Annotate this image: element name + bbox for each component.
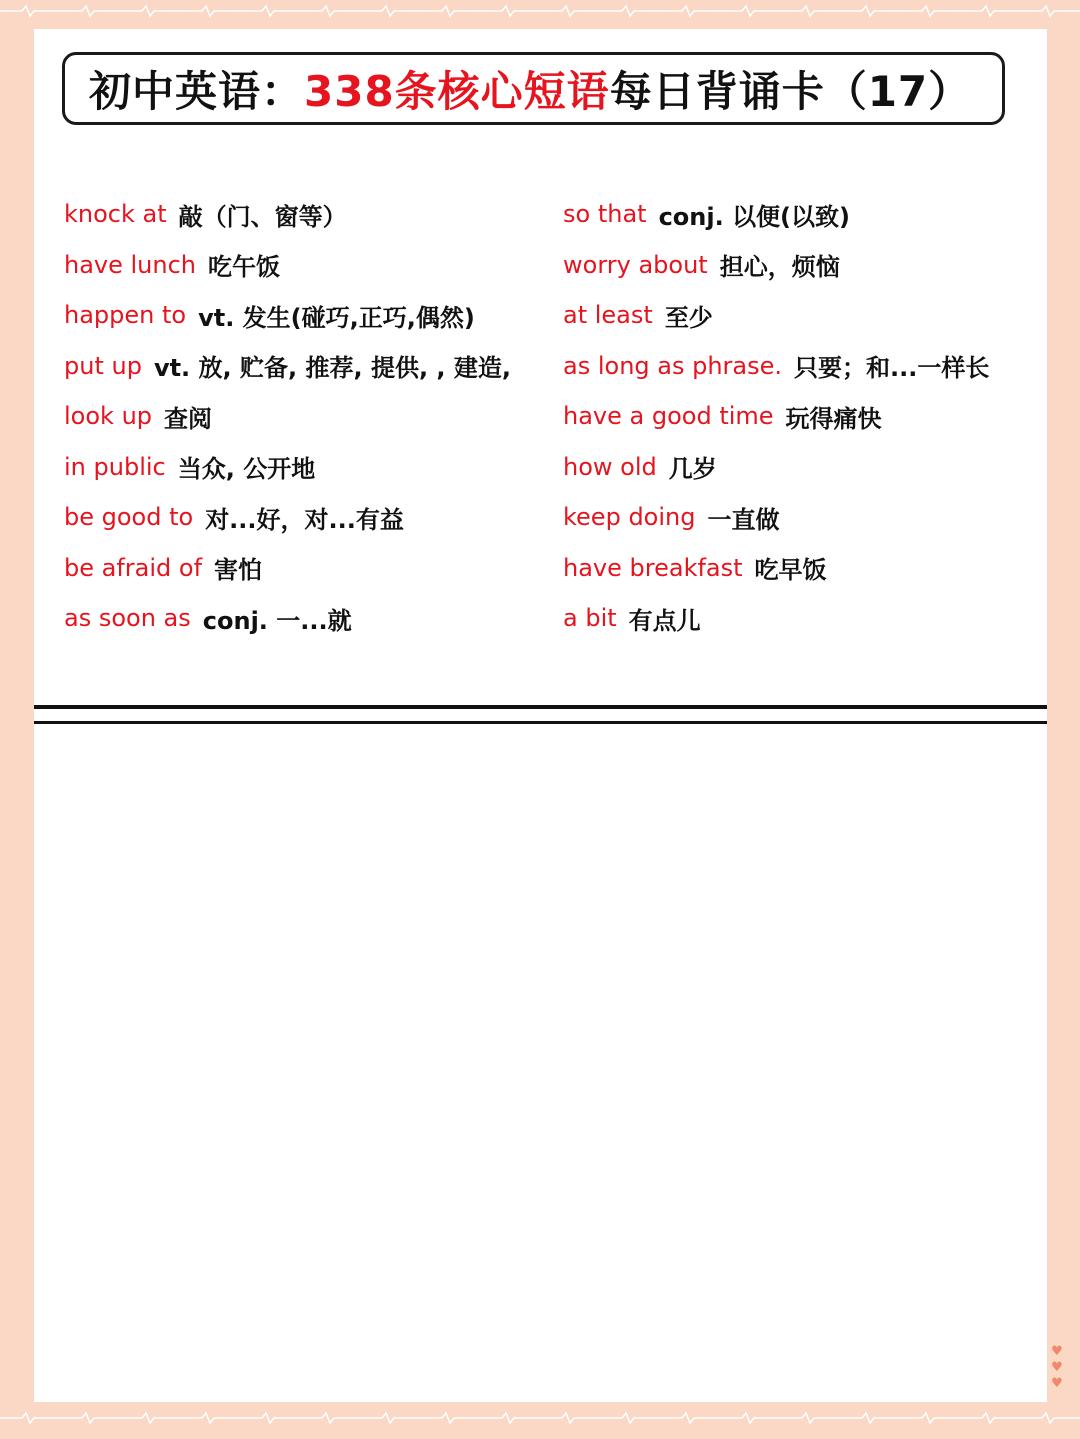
list-item [64,290,534,341]
phrase-meaning: conj. 一...就 [202,606,352,635]
phrase-list-left [64,189,534,644]
divider-thick [34,705,1047,709]
phrase-meaning: 敲（门、窗等） [178,202,347,231]
heartbeat-line-icon [0,4,1080,18]
divider-thin [34,721,1047,724]
phrase-english: be good to [64,503,194,532]
list-item [64,240,534,291]
phrase-meaning: vt. 发生(碰巧,正巧,偶然) [198,303,475,332]
list-item [64,492,534,543]
list-item [563,391,1033,442]
title-suffix: 每日背诵卡（17） [609,66,972,116]
phrase-english: keep doing [563,503,696,532]
list-item [563,290,1033,341]
phrase-english: put up [64,351,142,380]
list-item [563,341,1033,392]
phrase-english: have a good time [563,402,774,431]
phrase-english: be afraid of [64,553,203,582]
phrase-english: a bit [563,604,617,633]
phrase-meaning: 对...好，对...有益 [205,505,404,534]
phrase-english: worry about [563,250,708,279]
list-item [64,341,534,392]
phrase-meaning: 吃午饭 [208,253,281,282]
phrase-meaning: 只要；和...一样长 [794,354,990,383]
phrase-meaning: 至少 [664,303,713,332]
phrase-meaning: vt. 放, 贮备, 推荐, 提供, , 建造, [153,354,512,383]
phrase-english: look up [64,402,153,431]
phrase-english: knock at [64,200,167,229]
heartbeat-line-icon [0,1411,1080,1425]
phrase-english: how old [563,452,657,481]
list-item [563,492,1033,543]
phrase-english: at least [563,301,653,330]
phrase-meaning: 玩得痛快 [785,404,882,433]
phrase-meaning: 担心，烦恼 [719,253,840,282]
phrase-meaning: conj. 以便(以致) [658,202,850,231]
phrase-english: have lunch [64,250,197,279]
list-item [563,593,1033,644]
phrase-meaning: 一直做 [707,505,780,534]
heart-icon: ♥ [1051,1376,1063,1391]
title-prefix: 初中英语： [89,66,305,116]
list-item [64,442,534,493]
list-item [64,543,534,594]
list-item [64,189,534,240]
phrase-meaning: 有点儿 [628,606,701,635]
hearts-icon [1049,1344,1065,1392]
list-item [563,442,1033,493]
list-item [563,189,1033,240]
phrase-list-right [563,189,1033,644]
heart-icon: ♥ [1051,1360,1063,1375]
bottom-heartbeat-border [0,1411,1080,1425]
phrase-english: as long as phrase. [563,351,783,380]
phrase-english: have breakfast [563,553,743,582]
phrase-card [34,29,1047,1402]
page-title [62,52,1005,125]
list-item [563,543,1033,594]
phrase-english: as soon as [64,604,191,633]
list-item [64,391,534,442]
phrase-english: happen to [64,301,187,330]
title-highlight: 338条核心短语 [304,66,610,116]
phrase-meaning: 几岁 [668,455,717,484]
list-item [563,240,1033,291]
phrase-english: so that [563,200,647,229]
phrase-meaning: 当众, 公开地 [177,455,316,484]
list-item [64,593,534,644]
phrase-meaning: 害怕 [214,556,263,585]
phrase-meaning: 吃早饭 [754,556,827,585]
phrase-meaning: 查阅 [164,404,213,433]
heart-icon: ♥ [1051,1344,1063,1359]
phrase-english: in public [64,452,166,481]
top-heartbeat-border [0,4,1080,18]
